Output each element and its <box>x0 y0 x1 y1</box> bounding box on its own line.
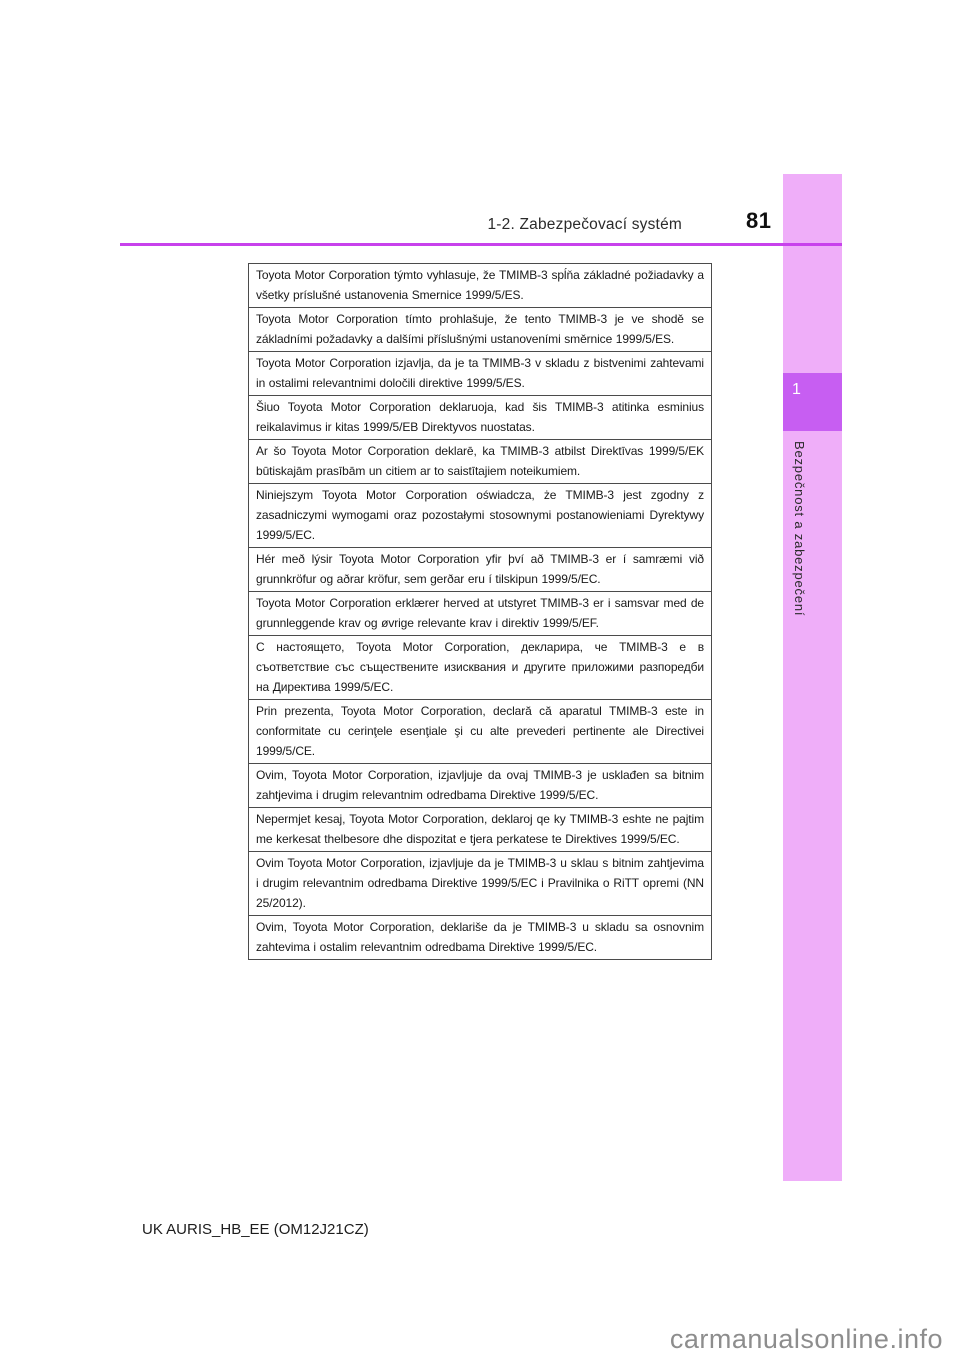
table-row <box>249 308 712 352</box>
declaration-cell-bulgarian: С настоящето, Toyota Motor Corporation, декларира, че TMIMB-3 е в съответствие със съществените изисквания и другите приложими разпоредби на Директива 1999/5/EC. <box>249 636 712 700</box>
table-row <box>249 440 712 484</box>
declaration-cell-albanian: Nepermjet kesaj, Toyota Motor Corporation, deklaroj qe ky TMIMB-3 eshte ne pajtim me kerkesat thelbesore dhe dispozitat e tjera perkatese te Direktives 1999/5/EC. <box>249 808 712 852</box>
declaration-cell-icelandic: Hér með lýsir Toyota Motor Corporation yfir því að TMIMB-3 er í samræmi við grunnkröfur og aðrar kröfur, sem gerðar eru í tilskipun 1999/5/EC. <box>249 548 712 592</box>
table-row <box>249 808 712 852</box>
declaration-cell-polish: Niniejszym Toyota Motor Corporation oświadcza, że TMIMB-3 jest zgodny z zasadniczymi wymogami oraz pozostałymi stosownymi postanowieniami Dyrektywy 1999/5/EC. <box>249 484 712 548</box>
table-row <box>249 764 712 808</box>
chapter-number-box <box>783 373 842 431</box>
table-row <box>249 592 712 636</box>
chapter-number: 1 <box>792 381 801 398</box>
table-row <box>249 916 712 960</box>
table-row <box>249 548 712 592</box>
header-divider <box>120 243 842 246</box>
declaration-cell-latvian: Ar šo Toyota Motor Corporation deklarē, ka TMIMB-3 atbilst Direktīvas 1999/5/EK būtiskajām prasībām un citiem ar to saistītajiem noteikumiem. <box>249 440 712 484</box>
section-title: 1-2. Zabezpečovací systém <box>487 216 682 233</box>
declaration-cell-romanian: Prin prezenta, Toyota Motor Corporation, declară că aparatul TMIMB-3 este in conformitate cu cerinţele esenţiale şi cu alte prevederi pertinente ale Directivei 1999/5/CE. <box>249 700 712 764</box>
declaration-cell-bosnian: Ovim, Toyota Motor Corporation, izjavljuje da ovaj TMIMB-3 je usklađen sa bitnim zahtjevima i drugim relevantnim odredbama Direktive 1999/5/EC. <box>249 764 712 808</box>
table-row <box>249 264 712 308</box>
table-row <box>249 352 712 396</box>
declaration-cell-slovenian: Toyota Motor Corporation izjavlja, da je ta TMIMB-3 v skladu z bistvenimi zahtevami in ostalimi relevantnimi določili direktive 1999/5/ES. <box>249 352 712 396</box>
table-row <box>249 700 712 764</box>
declaration-cell-slovak: Toyota Motor Corporation týmto vyhlasuje, že TMIMB-3 spĺňa základné požiadavky a všetky príslušné ustanovenia Smernice 1999/5/ES. <box>249 264 712 308</box>
declaration-cell-lithuanian: Šiuo Toyota Motor Corporation deklaruoja, kad šis TMIMB-3 atitinka esminius reikalavimus ir kitas 1999/5/EB Direktyvos nuostatas. <box>249 396 712 440</box>
chapter-title-vertical: Bezpečnost a zabezpečení <box>792 441 807 617</box>
table-row <box>249 484 712 548</box>
conformity-declarations-table <box>248 263 712 960</box>
table-row <box>249 396 712 440</box>
page-number: 81 <box>746 208 772 233</box>
watermark-text: carmanualsonline.info <box>669 1324 943 1354</box>
declaration-cell-croatian: Ovim Toyota Motor Corporation, izjavljuje da je TMIMB-3 u sklau s bitnim zahtjevima i drugim relevantnim odredbama Direktive 1999/5/EC i Pravilnika o RiTT opremi (NN 25/2012). <box>249 852 712 916</box>
table-row <box>249 852 712 916</box>
document-code: UK AURIS_HB_EE (OM12J21CZ) <box>142 1221 369 1238</box>
chapter-sidebar-tab <box>783 174 842 1181</box>
declaration-cell-norwegian: Toyota Motor Corporation erklærer herved at utstyret TMIMB-3 er i samsvar med de grunnleggende krav og øvrige relevante krav i direktiv 1999/5/EF. <box>249 592 712 636</box>
declaration-cell-serbian: Ovim, Toyota Motor Corporation, deklariše da je TMIMB-3 u skladu sa osnovnim zahtevima i ostalim relevantnim odredbama Direktive 1999/5/EC. <box>249 916 712 960</box>
table-row <box>249 636 712 700</box>
declaration-cell-czech: Toyota Motor Corporation tímto prohlašuje, že tento TMIMB-3 je ve shodě se základními požadavky a dalšími příslušnými ustanoveními směrnice 1999/5/ES. <box>249 308 712 352</box>
